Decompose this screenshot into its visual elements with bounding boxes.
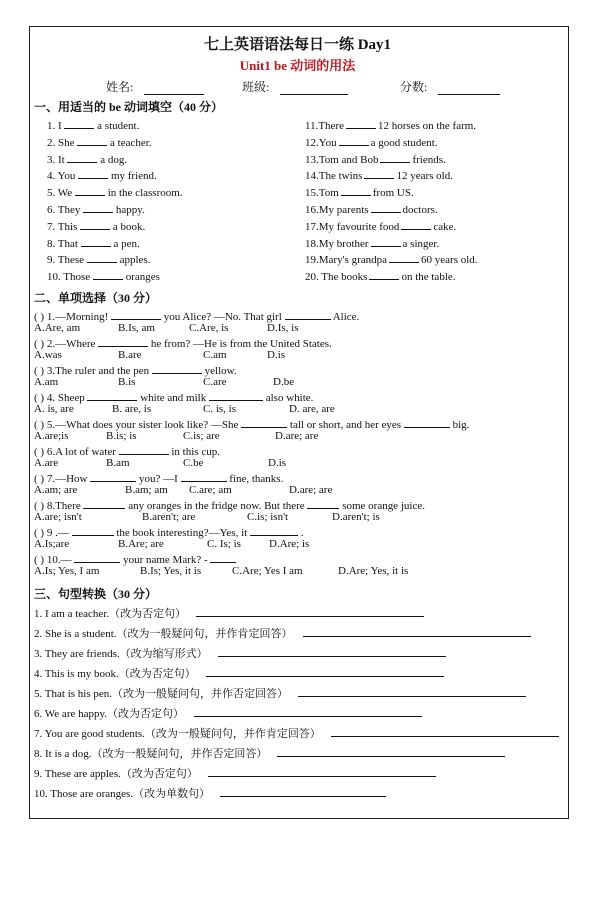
q7-option-c[interactable]: C.are; am [189,484,232,496]
q10-prompt: ( ) 10.— [34,554,72,566]
fill-item-4 [47,167,157,182]
q9-end: . [300,527,304,539]
q1-option-b[interactable]: B.Is, am [118,322,155,334]
fill-item-suffix: a book. [112,220,146,233]
q2-option-d[interactable]: D.is [267,349,286,361]
fill-item-5 [47,184,183,199]
q8-end: some orange juice. [342,500,425,512]
fill-item-prefix: 7. This [47,220,78,233]
fill-item-suffix: 12 horses on the farm. [378,120,477,132]
fill-item-blank[interactable] [401,218,431,230]
q3-option-a[interactable]: A.am [34,376,59,388]
q7-prompt: ( ) 7.—How [34,473,88,485]
q8-mid: any oranges in the fridge now. But there [128,500,305,512]
mc-question-2 [34,335,332,350]
class-label: 班级: [242,80,270,94]
fill-item-blank[interactable] [380,151,410,163]
answer-line[interactable] [196,605,424,617]
q9-prompt: ( ) 9 .— [34,527,69,539]
fill-item-suffix: a singer. [402,237,440,250]
q6-blank-1[interactable] [119,443,169,455]
q1-blank-1[interactable] [111,308,161,320]
fill-item-blank[interactable] [78,167,108,179]
q5-blank-2[interactable] [404,416,450,428]
fill-item-prefix: 13.Tom and Bob [305,153,379,166]
fill-item-blank[interactable] [87,251,117,263]
fill-item-6 [47,201,145,216]
answer-line[interactable] [220,785,386,797]
fill-item-suffix: friends. [412,153,446,166]
q9-option-d[interactable]: D.Are; is [269,538,310,550]
fill-item-prefix: 11.There [305,120,344,132]
q1-option-a[interactable]: A.Are, am [34,322,81,334]
q10-blank-2[interactable] [210,551,236,563]
q4-end: also white. [265,392,314,404]
q4-option-c[interactable]: C. is, is [203,403,237,415]
mc-question-5 [34,416,469,431]
section3-title: 三、句型转换（30 分） [34,587,158,601]
fill-item-suffix: apples. [119,254,151,267]
q2-blank-1[interactable] [98,335,148,347]
q1-prompt: ( ) 1.—Morning! [34,311,109,323]
fill-item-suffix: a dog. [100,153,128,166]
q2-option-b[interactable]: B.are [118,349,142,361]
q7-option-b[interactable]: B.am; am [125,484,168,496]
fill-item-suffix: a teacher. [110,136,152,149]
q10-mid: your name Mark? - [123,554,208,566]
q5-end: big. [452,419,470,431]
fill-item-prefix: 12.You [305,136,337,149]
transform-item-8 [34,745,505,761]
fill-item-prefix: 10. Those [47,271,91,284]
mc-question-4 [34,389,313,404]
q9-option-b[interactable]: B.Are; are [118,538,164,550]
answer-line[interactable] [298,685,526,697]
fill-item-12 [305,134,438,149]
fill-item-blank[interactable] [75,184,105,196]
transform-item-2 [34,625,531,641]
score-label: 分数: [400,80,428,94]
mc-question-1 [34,308,359,323]
q2-mid: he from? —He is from the United States. [150,338,332,350]
q5-option-c[interactable]: C.is; are [183,430,220,442]
q8-blank-2[interactable] [307,497,339,509]
fill-item-suffix: oranges [125,271,160,284]
transform-prompt: 9. These are apples.（改为否定句） [34,768,198,780]
fill-item-8 [47,235,140,250]
transform-prompt: 7. You are good students.（改为一般疑问句，并作肯定回答） [34,728,321,740]
fill-item-7 [47,218,145,233]
q9-blank-2[interactable] [250,524,298,536]
transform-prompt: 2. She is a student.（改为一般疑问句，并作肯定回答） [34,628,293,640]
section2-title: 二、单项选择（30 分） [34,291,158,305]
q5-option-a[interactable]: A.are;is [34,430,69,442]
fill-item-blank[interactable] [341,184,371,196]
fill-item-prefix: 17.My favourite food [305,220,400,233]
q3-option-c[interactable]: C.are [203,376,227,388]
fill-item-suffix: my friend. [110,170,157,183]
fill-item-blank[interactable] [83,201,113,213]
name-blank[interactable] [144,82,204,95]
q7-blank-2[interactable] [181,470,227,482]
fill-item-10 [47,268,160,283]
page-title: 七上英语语法每日一练 Day1 [203,37,392,53]
q1-end: Alice. [332,311,360,323]
q3-prompt: ( ) 3.The ruler and the pen [34,365,150,377]
transform-prompt: 8. It is a dog.（改为一般疑问句，并作否定回答） [34,748,268,760]
q8-blank-1[interactable] [83,497,125,509]
name-field[interactable] [106,78,204,95]
q4-prompt: ( ) 4. Sheep [34,392,85,404]
fill-item-suffix: from US. [372,187,414,200]
q7-option-a[interactable]: A.am; are [34,484,78,496]
q6-option-b[interactable]: B.am [106,457,130,469]
fill-item-13 [305,151,446,166]
transform-prompt: 1. I am a teacher.（改为否定句） [34,608,187,620]
transform-prompt: 10. Those are oranges.（改为单数句） [34,788,211,800]
fill-item-suffix: a good student. [370,136,438,149]
fill-item-prefix: 15.Tom [305,187,339,200]
fill-item-suffix: doctors. [402,204,438,216]
q8-option-c[interactable]: C.is; isn't [247,511,289,523]
fill-item-prefix: 1. I [47,120,62,132]
q4-option-d[interactable]: D. are, are [289,403,335,415]
mc-question-7 [34,470,283,485]
q6-option-c[interactable]: C.be [183,457,204,469]
transform-item-7 [34,725,559,741]
answer-line[interactable] [303,625,531,637]
q8-option-b[interactable]: B.aren't; are [142,511,196,523]
fill-item-suffix: in the classroom. [107,187,183,200]
fill-item-11 [305,117,476,132]
fill-item-blank[interactable] [339,134,369,146]
q3-option-b[interactable]: B.is [118,376,136,388]
fill-item-blank[interactable] [364,167,394,179]
transform-item-4 [34,665,444,681]
fill-item-prefix: 5. We [47,187,73,200]
fill-item-blank[interactable] [346,117,376,129]
fill-item-15 [305,184,414,199]
q8-prompt: ( ) 8.There [34,500,81,512]
fill-item-1 [47,117,139,132]
fill-item-prefix: 16.My parents [305,204,369,216]
q8-option-d[interactable]: D.aren't; is [332,511,380,523]
fill-item-3 [47,151,127,166]
answer-line[interactable] [194,705,422,717]
q6-option-a[interactable]: A.are [34,457,59,469]
q4-blank-2[interactable] [209,389,263,401]
q1-option-c[interactable]: C.Are, is [189,322,229,334]
fill-item-blank[interactable] [67,151,97,163]
fill-item-prefix: 9. These [47,254,85,267]
fill-item-blank[interactable] [93,268,123,280]
fill-item-2 [47,134,152,149]
fill-item-suffix: a student. [97,120,140,132]
q4-option-b[interactable]: B. are, is [112,403,152,415]
q7-mid: you? —I [138,473,178,485]
answer-line[interactable] [206,665,444,677]
fill-item-prefix: 4. You [47,170,76,183]
q6-option-d[interactable]: D.is [268,457,287,469]
q7-blank-1[interactable] [90,470,136,482]
transform-item-9 [34,765,436,781]
fill-item-suffix: 60 years old. [421,254,478,267]
mc-question-10 [34,551,236,566]
q4-option-a[interactable]: A. is, are [34,403,74,415]
q6-prompt: ( ) 6.A lot of water [34,446,116,458]
mc-question-3 [34,362,237,377]
q5-option-d[interactable]: D.are; are [275,430,319,442]
mc-question-8 [34,497,425,512]
q7-option-d[interactable]: D.are; are [289,484,333,496]
class-blank[interactable] [280,82,348,95]
score-field[interactable] [400,78,500,95]
q9-mid: the book interesting?—Yes, it [116,527,248,539]
fill-item-prefix: 2. She [47,136,75,149]
q10-option-b[interactable]: B.Is; Yes, it is [140,565,202,577]
fill-item-19 [305,251,478,266]
transform-item-3 [34,645,446,661]
fill-item-prefix: 8. That [47,237,78,250]
q1-blank-2[interactable] [285,308,331,320]
fill-item-suffix: on the table. [401,271,456,284]
fill-item-9 [47,251,150,266]
answer-line[interactable] [208,765,436,777]
name-label: 姓名: [106,80,134,94]
fill-item-blank[interactable] [81,235,111,247]
fill-item-blank[interactable] [389,251,419,263]
q1-mid: you Alice? —No. That girl [163,311,282,323]
section1-title: 一、用适当的 be 动词填空（40 分） [34,100,224,114]
q3-mid: yellow. [204,365,237,377]
answer-line[interactable] [277,745,505,757]
transform-prompt: 5. That is his pen.（改为一般疑问句，并作否定回答） [34,688,289,700]
mc-question-9 [34,524,303,539]
transform-item-10 [34,785,386,801]
fill-item-suffix: cake. [433,220,457,233]
q5-blank-1[interactable] [241,416,287,428]
fill-item-blank[interactable] [371,201,401,213]
q2-option-c[interactable]: C.am [203,349,227,361]
answer-line[interactable] [218,645,446,657]
score-blank[interactable] [438,82,500,95]
q4-blank-1[interactable] [87,389,137,401]
fill-item-prefix: 19.Mary's grandpa [305,254,388,267]
fill-item-18 [305,235,439,250]
fill-item-blank[interactable] [371,235,401,247]
transform-item-1 [34,605,424,621]
transform-item-6 [34,705,422,721]
q3-option-d[interactable]: D.be [273,376,295,388]
fill-item-17 [305,218,456,233]
fill-item-20 [305,268,456,283]
q5-mid: tall or short, and her eyes [289,419,402,431]
q6-mid: in this cup. [171,446,220,458]
fill-item-blank[interactable] [80,218,110,230]
transform-prompt: 6. We are happy.（改为否定句） [34,708,185,720]
q9-option-c[interactable]: C. Is; is [207,538,241,550]
fill-item-prefix: 18.My brother [305,237,369,250]
fill-item-suffix: happy. [115,204,145,216]
q4-mid: white and milk [140,392,207,404]
q2-prompt: ( ) 2.—Where [34,338,96,350]
fill-item-prefix: 20. The books [305,271,368,284]
fill-item-16 [305,201,438,216]
q7-end: fine, thanks. [229,473,284,485]
transform-prompt: 3. They are friends.（改为缩写形式） [34,648,208,660]
fill-item-prefix: 3. It [47,153,65,166]
mc-question-6 [34,443,220,458]
bottom-rule [30,818,398,819]
fill-item-suffix: 12 years old. [396,170,453,183]
class-field[interactable] [242,78,348,95]
fill-item-prefix: 6. They [47,204,81,216]
page-subtitle: Unit1 be 动词的用法 [239,58,356,73]
q10-blank-1[interactable] [74,551,120,563]
fill-item-14 [305,167,453,182]
transform-prompt: 4. This is my book.（改为否定句） [34,668,196,680]
q3-blank-1[interactable] [152,362,202,374]
fill-item-prefix: 14.The twins [305,170,363,183]
q5-option-b[interactable]: B.is; is [106,430,137,442]
q5-prompt: ( ) 5.—What does your sister look like? —She [34,419,239,431]
transform-item-5 [34,685,526,701]
q9-option-a[interactable]: A.Is;are [34,538,70,550]
q10-option-a[interactable]: A.Is; Yes, I am [34,565,100,577]
fill-item-blank[interactable] [77,134,107,146]
fill-item-blank[interactable] [64,117,94,129]
q1-option-d[interactable]: D.Is, is [267,322,299,334]
q9-blank-1[interactable] [72,524,114,536]
q2-option-a[interactable]: A.was [34,349,62,361]
answer-line[interactable] [331,725,559,737]
fill-item-blank[interactable] [369,268,399,280]
q8-option-a[interactable]: A.are; isn't [34,511,82,523]
fill-item-suffix: a pen. [113,237,140,250]
q10-option-c[interactable]: C.Are; Yes I am [232,565,303,577]
q10-option-d[interactable]: D.Are; Yes, it is [338,565,409,577]
